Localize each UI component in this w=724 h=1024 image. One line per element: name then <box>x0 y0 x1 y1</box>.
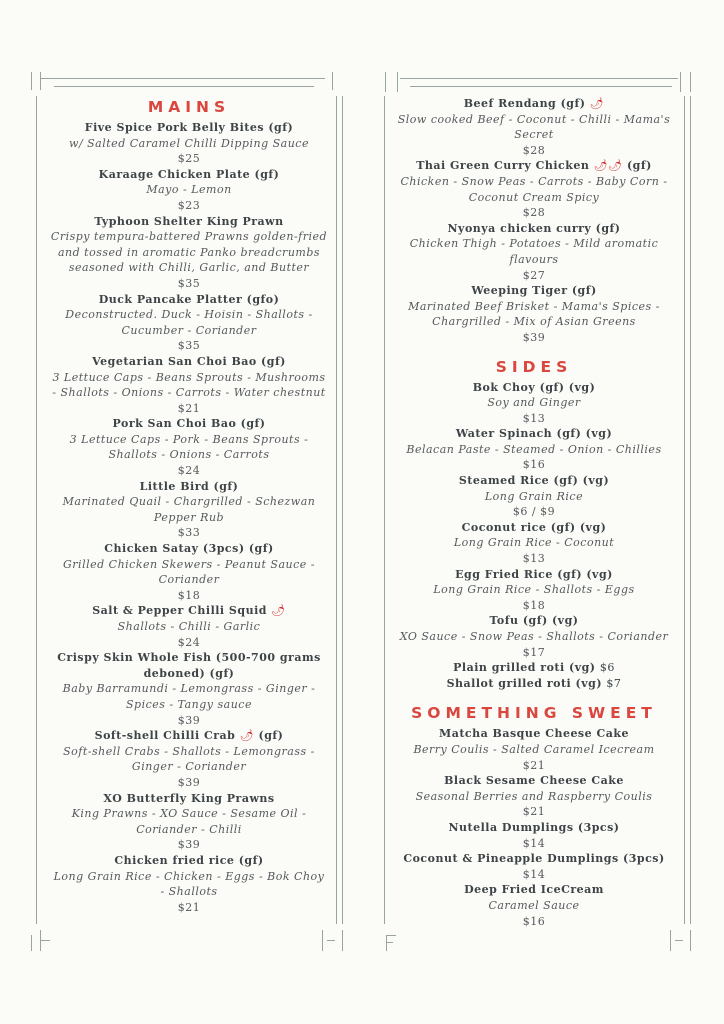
item-name: Duck Pancake Platter (gfo) <box>98 292 280 306</box>
menu-item <box>396 473 672 520</box>
frame-line <box>336 96 337 924</box>
item-price: $24 <box>177 464 201 478</box>
item-price: $18 <box>522 598 546 612</box>
item-name: Little Bird (gf) <box>139 479 239 493</box>
item-name: Nutella Dumplings (3pcs) <box>448 820 620 834</box>
frame-line <box>342 930 343 951</box>
frame-line <box>342 96 343 924</box>
item-name-suffix: (gf) <box>626 159 652 173</box>
frame-line <box>690 930 691 951</box>
item-name: Five Spice Pork Belly Bites (gf) <box>84 121 294 134</box>
item-name-row <box>396 676 672 692</box>
frame-line <box>36 96 37 924</box>
item-name: XO Butterfly King Prawns <box>103 791 275 805</box>
item-price: $23 <box>177 198 201 212</box>
menu-item <box>50 214 328 292</box>
item-price: $16 <box>522 458 546 472</box>
item-name-row <box>396 96 672 112</box>
frame-line <box>31 935 32 951</box>
item-name: Pork San Choi Bao (gf) <box>112 417 266 431</box>
item-description: Long Grain Rice - Shallots - Eggs <box>433 583 635 597</box>
item-name: Deep Fried IceCream <box>464 883 604 897</box>
item-price: $14 <box>522 836 546 850</box>
frame-line <box>386 935 396 936</box>
item-name: Salt & Pepper Chilli Squid <box>92 604 267 618</box>
item-name: Weeping Tiger (gf) <box>471 284 597 298</box>
item-name: Typhoon Shelter King Prawn <box>94 214 284 228</box>
item-price: $6 <box>599 661 615 675</box>
frame-line <box>386 935 387 951</box>
menu-item <box>396 158 672 220</box>
item-price: $14 <box>522 867 546 881</box>
item-description: Long Grain Rice - Coconut <box>453 536 615 550</box>
item-price: $17 <box>522 645 546 659</box>
item-description: Soy and Ginger <box>487 396 581 410</box>
item-name-suffix: (gf) <box>258 729 284 743</box>
mains-heading: MAINS <box>147 98 231 116</box>
item-description: Belacan Paste - Steamed - Onion - Chillies <box>406 442 662 456</box>
item-description: Crispy tempura-battered Prawns golden-fried and tossed in aromatic Panko breadcrumbs seasoned with Chilli, Garlic, and Butter <box>50 230 328 275</box>
menu-item <box>50 167 328 214</box>
item-price: $13 <box>522 552 546 566</box>
item-price: $39 <box>177 838 201 852</box>
item-name: Plain grilled roti (vg) <box>453 661 596 675</box>
menu-item <box>396 380 672 427</box>
frame-line <box>327 940 335 941</box>
item-price: $27 <box>522 268 546 282</box>
item-price: $18 <box>177 588 201 602</box>
item-price: $39 <box>522 330 546 344</box>
item-name: Steamed Rice (gf) (vg) <box>458 474 610 488</box>
mains-column <box>50 96 328 915</box>
item-price: $39 <box>177 713 201 727</box>
menu-item <box>396 567 672 614</box>
frame-line <box>410 86 672 87</box>
item-description: Shallots - Chilli - Garlic <box>117 620 261 633</box>
item-price: $28 <box>522 206 546 220</box>
item-name: Thai Green Curry Chicken <box>416 159 590 173</box>
item-description: XO Sauce - Snow Peas - Shallots - Coriander <box>399 630 669 643</box>
menu-item <box>396 426 672 473</box>
item-name-row <box>50 728 328 744</box>
item-description: Seasonal Berries and Raspberry Coulis <box>415 789 653 803</box>
item-description: King Prawns - XO Sauce - Sesame Oil - Coriander - Chilli <box>71 807 307 836</box>
menu-item <box>396 283 672 345</box>
item-name: Nyonya chicken curry (gf) <box>447 221 621 235</box>
item-price: $21 <box>177 900 201 914</box>
chili-pepper-icon: 🌶 <box>589 97 605 110</box>
item-description: Chicken - Snow Peas - Carrots - Baby Corn - Coconut Cream Spicy <box>400 174 668 204</box>
item-name: Soft-shell Chilli Crab <box>94 729 236 743</box>
menu-item <box>50 541 328 603</box>
menu-item <box>396 221 672 283</box>
menu-item <box>50 791 328 853</box>
item-name: Matcha Basque Cheese Cake <box>439 727 629 741</box>
item-description: Marinated Beef Brisket - Mama's Spices - Chargrilled - Mix of Asian Greens <box>408 299 660 329</box>
item-price: $6 / $9 <box>512 505 556 519</box>
menu-item <box>396 613 672 660</box>
item-description: Berry Coulis - Salted Caramel Icecream <box>413 742 655 756</box>
item-description: Slow cooked Beef - Coconut - Chilli - Mama's Secret <box>397 112 671 142</box>
item-price: $21 <box>522 805 546 819</box>
menu-item <box>396 851 672 882</box>
menu-item <box>396 773 672 820</box>
item-name: Tofu (gf) (vg) <box>489 614 579 628</box>
item-name-row <box>396 158 672 174</box>
item-price: $21 <box>522 758 546 772</box>
item-description: Soft-shell Crabs - Shallots - Lemongrass - Ginger - Coriander <box>63 744 315 774</box>
frame-line <box>400 78 678 79</box>
item-description: Long Grain Rice - Chicken - Eggs - Bok Choy - Shallots <box>53 869 325 899</box>
sides-heading: SIDES <box>495 357 573 376</box>
menu-item <box>396 660 672 676</box>
item-price: $33 <box>177 526 201 540</box>
menu-item <box>50 120 328 167</box>
frame-line <box>386 942 393 943</box>
item-description: Grilled Chicken Skewers - Peanut Sauce - Coriander <box>63 557 315 587</box>
item-description: Chicken Thigh - Potatoes - Mild aromatic flavours <box>409 237 659 266</box>
menu-item <box>396 96 672 158</box>
item-description: Mayo - Lemon <box>146 183 232 197</box>
chili-pepper-icon: 🌶🌶 <box>593 159 623 173</box>
item-name: Crispy Skin Whole Fish (500-700 grams deboned) (gf) <box>57 651 321 680</box>
frame-line <box>680 72 681 92</box>
menu-item <box>396 726 672 773</box>
menu-item <box>50 416 328 478</box>
item-name: Beef Rendang (gf) <box>463 97 586 110</box>
item-description: w/ Salted Caramel Chilli Dipping Sauce <box>69 136 309 150</box>
item-name: Coconut & Pineapple Dumplings (3pcs) <box>403 852 665 866</box>
item-name: Bok Choy (gf) (vg) <box>472 380 596 394</box>
frame-line <box>690 72 691 92</box>
item-description: Caramel Sauce <box>488 898 580 912</box>
item-description: Baby Barramundi - Lemongrass - Ginger - Spices - Tangy sauce <box>62 682 316 711</box>
frame-line <box>31 72 32 90</box>
item-price: $7 <box>606 676 622 690</box>
item-name: Chicken Satay (3pcs) (gf) <box>104 542 274 556</box>
right-column <box>396 96 672 929</box>
menu-item <box>396 676 672 692</box>
frame-line <box>40 72 41 90</box>
frame-line <box>690 96 691 924</box>
frame-line <box>322 930 323 951</box>
item-price: $28 <box>522 143 546 157</box>
item-price: $16 <box>522 914 546 928</box>
item-description: Marinated Quail - Chargrilled - Schezwan Pepper Rub <box>62 495 316 524</box>
item-name-row <box>396 660 672 676</box>
frame-line <box>332 72 333 90</box>
menu-item <box>396 882 672 929</box>
frame-line <box>684 96 685 924</box>
chili-pepper-icon: 🌶 <box>271 604 286 618</box>
frame-line <box>670 930 671 951</box>
item-price: $21 <box>177 401 201 415</box>
item-description: 3 Lettuce Caps - Beans Sprouts - Mushrooms - Shallots - Onions - Carrots - Water chestnut <box>52 370 326 400</box>
menu-item <box>50 728 328 790</box>
item-price: $24 <box>177 635 201 649</box>
chili-pepper-icon: 🌶 <box>239 729 255 743</box>
item-price: $25 <box>177 152 201 166</box>
frame-line <box>385 72 386 92</box>
menu-item <box>50 603 328 650</box>
menu-item <box>50 292 328 354</box>
frame-line <box>384 96 385 924</box>
frame-line <box>397 72 398 92</box>
item-name: Shallot grilled roti (vg) <box>446 676 603 690</box>
item-price: $35 <box>177 339 201 353</box>
frame-line <box>54 86 314 87</box>
item-name: Chicken fried rice (gf) <box>114 853 264 867</box>
item-name: Egg Fried Rice (gf) (vg) <box>455 567 613 581</box>
item-price: $35 <box>177 276 201 290</box>
menu-item <box>50 479 328 541</box>
item-name: Black Sesame Cheese Cake <box>444 774 624 788</box>
menu-item <box>50 354 328 416</box>
item-description: Deconstructed. Duck - Hoisin - Shallots - Cucumber - Coriander <box>65 308 313 337</box>
menu-item <box>50 650 328 728</box>
sweet-heading: SOMETHING SWEET <box>411 704 657 723</box>
item-name: Karaage Chicken Plate (gf) <box>98 167 280 181</box>
frame-line <box>675 940 683 941</box>
menu-item <box>396 820 672 851</box>
menu-item <box>396 520 672 567</box>
item-name: Vegetarian San Choi Bao (gf) <box>92 354 286 368</box>
item-price: $13 <box>522 411 546 425</box>
item-name: Water Spinach (gf) (vg) <box>455 427 613 441</box>
item-price: $39 <box>177 775 201 789</box>
item-name-row <box>50 603 328 619</box>
menu-item <box>50 853 328 915</box>
frame-line <box>40 940 50 941</box>
item-description: 3 Lettuce Caps - Pork - Beans Sprouts - Shallots - Onions - Carrots <box>69 432 309 462</box>
item-description: Long Grain Rice <box>484 489 584 503</box>
item-name: Coconut rice (gf) (vg) <box>461 520 607 534</box>
frame-line <box>40 78 325 79</box>
